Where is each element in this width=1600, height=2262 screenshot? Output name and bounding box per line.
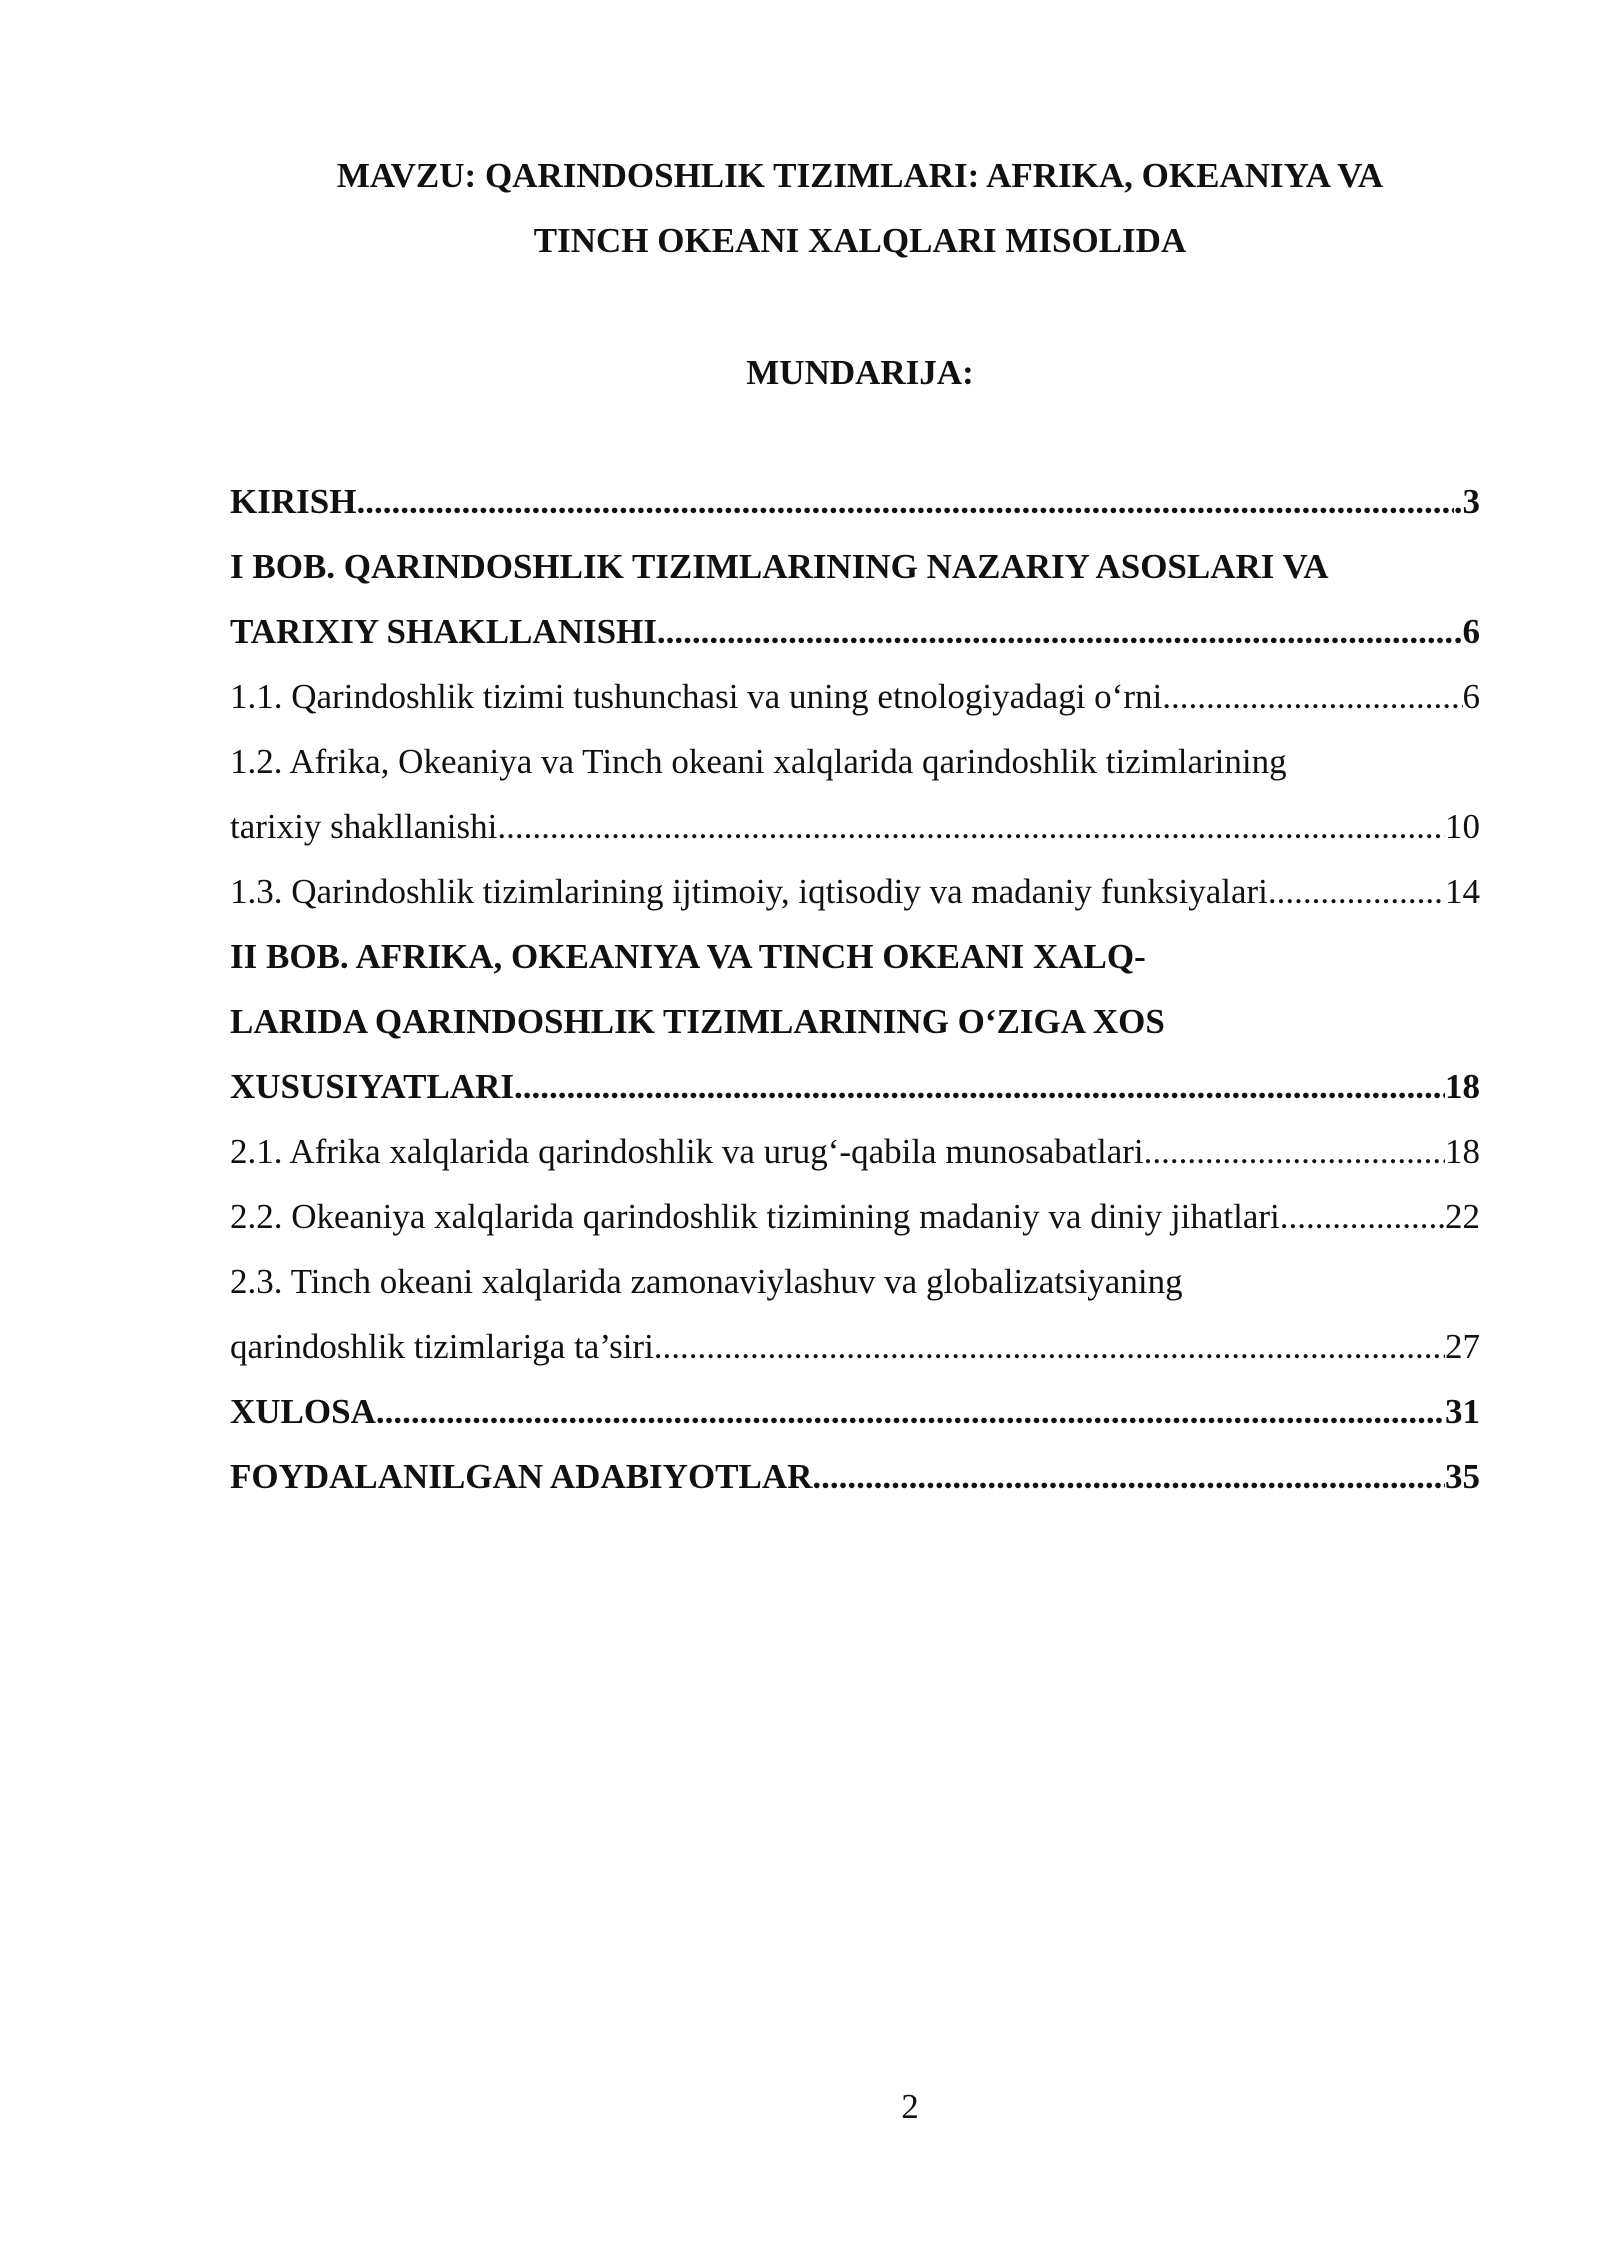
toc-entry-text: II BOB. AFRIKA, OKEANIYA VA TINCH OKEANI XALQ- (230, 937, 1146, 976)
toc-entry-text: 1.2. Afrika, Okeaniya va Tinch okeani xalqlarida qarindoshlik tizimlarining (230, 742, 1287, 781)
toc-entry-section-1-2-line-2[interactable] (230, 794, 1480, 859)
toc-dot-leader (1162, 664, 1462, 729)
toc-entry-page: 35 (1445, 1457, 1480, 1496)
toc-entry-text: 1.3. Qarindoshlik tizimlarining ijtimoiy, iqtisodiy va madaniy funksiyalari (230, 872, 1268, 911)
toc-entry-page: 10 (1445, 807, 1480, 846)
toc-entry-section-2-1[interactable] (230, 1119, 1480, 1184)
toc-dot-leader (1268, 859, 1445, 924)
toc-entry-page: .6 (1453, 612, 1480, 651)
toc-entry-page: 22 (1445, 1197, 1480, 1236)
toc-entry-page: 27 (1445, 1327, 1480, 1366)
document-title-line-2: TINCH OKEANI XALQLARI MISOLIDA (533, 221, 1187, 260)
toc-entry-chapter-1-line-2[interactable] (230, 599, 1480, 664)
toc-dot-leader (497, 794, 1445, 859)
toc-entry-page: 6 (1462, 677, 1480, 716)
toc-entry-section-1-2-line-1[interactable] (230, 729, 1480, 794)
toc-entry-page: 18 (1445, 1067, 1480, 1106)
toc-entry-text: 1.1. Qarindoshlik tizimi tushunchasi va uning etnologiyadagi o‘rni (230, 677, 1163, 716)
toc-entry-kirish[interactable] (230, 469, 1480, 534)
toc-entry-chapter-2-line-3[interactable] (230, 1054, 1480, 1119)
toc-entry-page: 18 (1445, 1132, 1480, 1171)
toc-entry-chapter-2-line-1[interactable] (230, 924, 1480, 989)
toc-dot-leader (514, 1054, 1445, 1119)
toc-entry-text: tarixiy shakllanishi (230, 807, 498, 846)
toc-entry-text: 2.1. Afrika xalqlarida qarindoshlik va urug‘-qabila munosabatlari (230, 1132, 1144, 1171)
toc-entry-text: LARIDA QARINDOSHLIK TIZIMLARINING O‘ZIGA XOS (230, 1002, 1165, 1041)
toc-heading: MUNDARIJA: (746, 353, 974, 392)
toc-dot-leader (812, 1444, 1445, 1509)
page-number: 2 (901, 2087, 919, 2126)
toc-entry-references[interactable] (230, 1444, 1480, 1509)
toc-entry-text: XULOSA (230, 1392, 376, 1431)
document-title-line-1: MAVZU: QARINDOSHLIK TIZIMLARI: AFRIKA, OKEANIYA VA (336, 156, 1384, 195)
toc-dot-leader (356, 469, 1453, 534)
toc-entry-section-2-2[interactable] (230, 1184, 1480, 1249)
toc-entry-text: TARIXIY SHAKLLANISHI (230, 612, 657, 651)
toc-entry-text: FOYDALANILGAN ADABIYOTLAR (230, 1457, 813, 1496)
toc-dot-leader (1144, 1119, 1445, 1184)
toc-entry-page: 14 (1445, 872, 1480, 911)
toc-entry-section-2-3-line-1[interactable] (230, 1249, 1480, 1314)
toc-dot-leader (376, 1379, 1445, 1444)
toc-entry-chapter-1-line-1[interactable] (230, 534, 1480, 599)
toc-entry-text: KIRISH (230, 482, 357, 521)
toc-entry-chapter-2-line-2[interactable] (230, 989, 1480, 1054)
toc-entry-xulosa[interactable] (230, 1379, 1480, 1444)
toc-entry-section-1-1[interactable] (230, 664, 1480, 729)
toc-entry-section-2-3-line-2[interactable] (230, 1314, 1480, 1379)
toc-dot-leader (657, 599, 1454, 664)
toc-entry-page: 31 (1445, 1392, 1480, 1431)
toc-entry-text: I BOB. QARINDOSHLIK TIZIMLARINING NAZARIY ASOSLARI VA (230, 547, 1329, 586)
toc-dot-leader (1280, 1184, 1445, 1249)
toc-dot-leader (654, 1314, 1445, 1379)
table-of-contents (230, 469, 1480, 1509)
toc-entry-text: 2.2. Okeaniya xalqlarida qarindoshlik tizimining madaniy va diniy jihatlari (230, 1197, 1280, 1236)
toc-entry-page: .3 (1453, 482, 1480, 521)
toc-entry-text: qarindoshlik tizimlariga ta’siri (230, 1327, 654, 1366)
toc-entry-section-1-3[interactable] (230, 859, 1480, 924)
toc-entry-text: XUSUSIYATLARI (230, 1067, 514, 1106)
toc-entry-text: 2.3. Tinch okeani xalqlarida zamonaviylashuv va globalizatsiyaning (230, 1262, 1183, 1301)
